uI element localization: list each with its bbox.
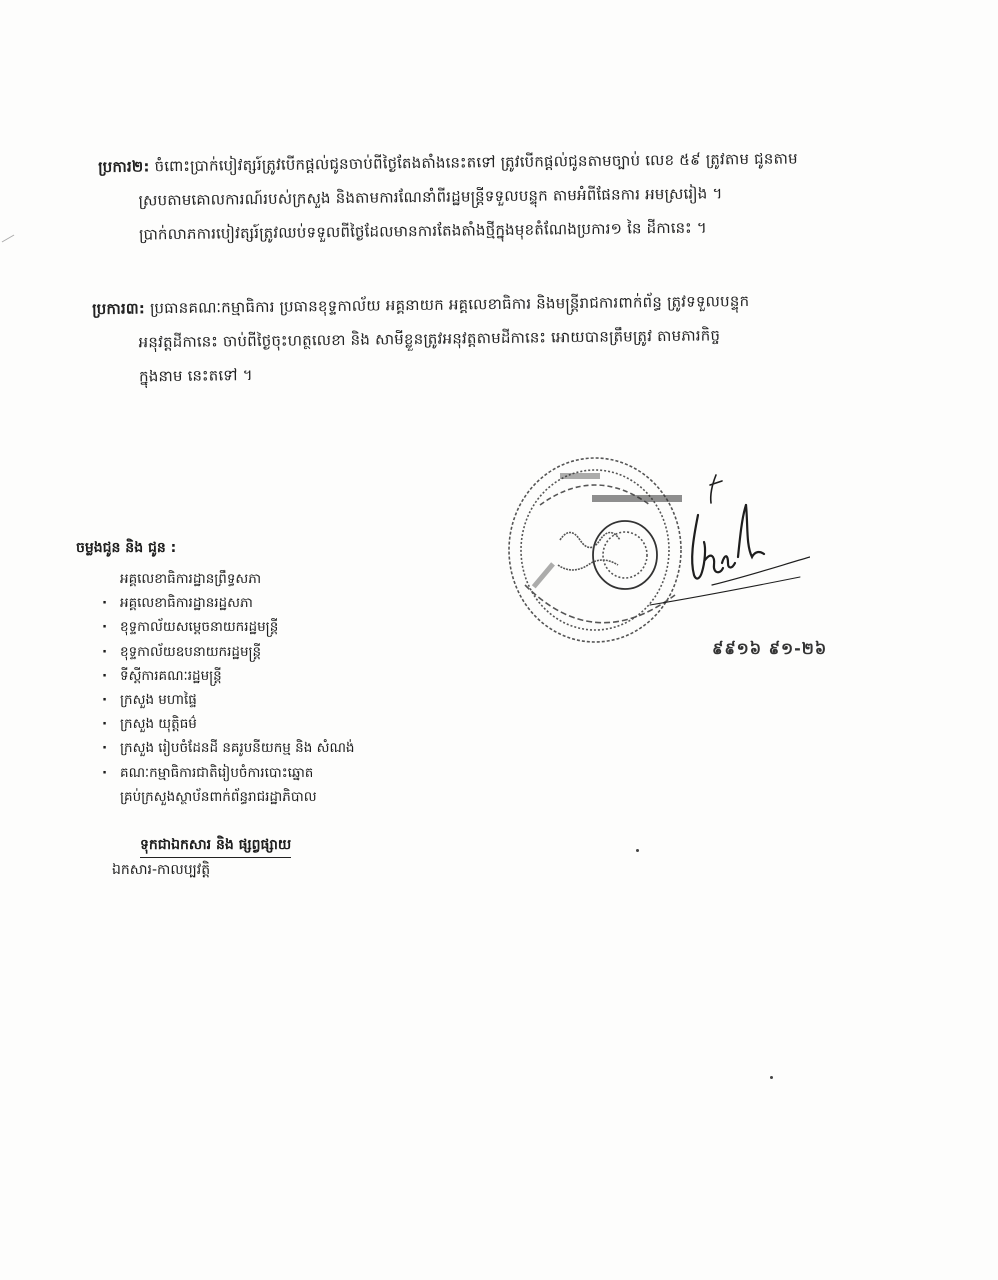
signature-code-text: ៩៩១៦ ៩១-២៦ [712, 639, 828, 658]
cc-list-item [76, 712, 406, 736]
bullet-mark: · [102, 764, 108, 781]
cc-list-item [76, 640, 406, 664]
bullet-mark: · [102, 740, 108, 757]
cc-list-item [76, 736, 406, 760]
cc-list-item [76, 567, 406, 591]
bullet-mark: · [102, 692, 108, 709]
cc-list-item [76, 761, 406, 785]
article-3-line-1: ប្រការ៣: ប្រធានគណៈកម្មាធិការ ប្រធានខុទ្ទកាល័យ អគ្គនាយក អគ្គលេខាធិការ និងមន្ត្រីរាជការពាក់ព័ន្ធ ត្រូវទទួលបន្ទុក [92, 291, 750, 318]
article-2-line-2: ស្របតាមគោលការណ៍របស់ក្រសួង និងតាមការណែនាំពីរដ្ឋមន្ត្រីទទួលបន្ទុក តាមអំពីផែនការ អមស្ររៀង ។ [138, 184, 723, 210]
article-2-line-1: ប្រការ២: ចំពោះប្រាក់បៀវត្សរ៍ត្រូវបើកផ្តល់ជូនចាប់ពីថ្ងៃតែងតាំងនេះតទៅ ត្រូវបើកផ្តល់ជូនតាមច្បាប់ លេខ ៥៩ ត្រូវតាម ជូនតាម [98, 149, 798, 176]
bullet-mark: · [102, 595, 108, 612]
scan-speck [636, 849, 639, 852]
cc-item-text: ទីស្តីការគណៈរដ្ឋមន្ត្រី [120, 667, 222, 684]
cc-recipients [76, 538, 406, 809]
article-2-label: ប្រការ២: [98, 157, 150, 176]
bullet-mark: · [102, 667, 108, 684]
cc-list-item [76, 664, 406, 688]
bullet-mark: · [102, 643, 108, 660]
cc-item-text: អគ្គលេខាធិការដ្ឋានរដ្ឋសភា [120, 595, 253, 612]
article-3-label: ប្រការ៣: [92, 299, 146, 318]
scan-edge-mark [2, 235, 15, 243]
archive-heading: ទុកជាឯកសារ និង ផ្សព្វផ្សាយ [140, 835, 291, 858]
article-3-paragraph [92, 282, 893, 394]
cc-item-text: ក្រសួង មហាផ្ទៃ [120, 692, 197, 709]
cc-item-text: ខុទ្ទកាល័យសម្តេចនាយករដ្ឋមន្ត្រី [120, 619, 279, 636]
cc-list-item [76, 615, 406, 639]
cc-item-text: អគ្គលេខាធិការដ្ឋានព្រឹទ្ធសភា [120, 571, 262, 587]
article-2-line-3: ប្រាក់លាភការបៀវត្សរ៍ត្រូវឈប់ទទួលពីថ្ងៃដែលមានការតែងតាំងថ្មីក្នុងមុខតំណែងប្រការ១ នៃ ដីកានេះ ។ [138, 218, 708, 244]
cc-item-text: គណៈកម្មាធិការជាតិរៀបចំការបោះឆ្នោត [120, 764, 314, 781]
cc-item-text: ក្រសួង រៀបចំដែនដី នគរូបនីយកម្ម និង សំណង់ [120, 740, 355, 757]
cc-item-text: ក្រសួង យុត្តិធម៌ [120, 716, 197, 733]
cc-list-item [76, 591, 406, 615]
scan-speck [770, 1076, 773, 1079]
article-3-line-3: ក្នុងនាម នេះតទៅ ។ [138, 366, 253, 386]
cc-heading: ចម្លងជូន និង ជូន : [76, 540, 177, 556]
bullet-mark: · [102, 619, 108, 636]
cc-item-text: ខុទ្ទកាល័យឧបនាយករដ្ឋមន្ត្រី [120, 643, 262, 660]
cc-list-item [76, 785, 406, 809]
official-seal-and-signature [500, 445, 810, 655]
cc-list [76, 567, 406, 809]
article-3-line-2: អនុវត្តដីកានេះ ចាប់ពីថ្ងៃចុះហត្ថលេខា និង សាមីខ្លួនត្រូវអនុវត្តតាមដីកានេះ អោយបានត្រឹមត្រូវ តាមភារកិច្ច [138, 326, 721, 352]
bullet-mark: · [102, 716, 108, 733]
seal-image [500, 445, 810, 655]
cc-item-text: គ្រប់ក្រសួងស្ថាប័នពាក់ព័ន្ធរាជរដ្ឋាភិបាល [120, 788, 317, 805]
cc-list-item [76, 688, 406, 712]
archive-line: ឯកសារ-កាលប្បវត្តិ [112, 862, 211, 878]
article-2-paragraph [98, 140, 889, 252]
